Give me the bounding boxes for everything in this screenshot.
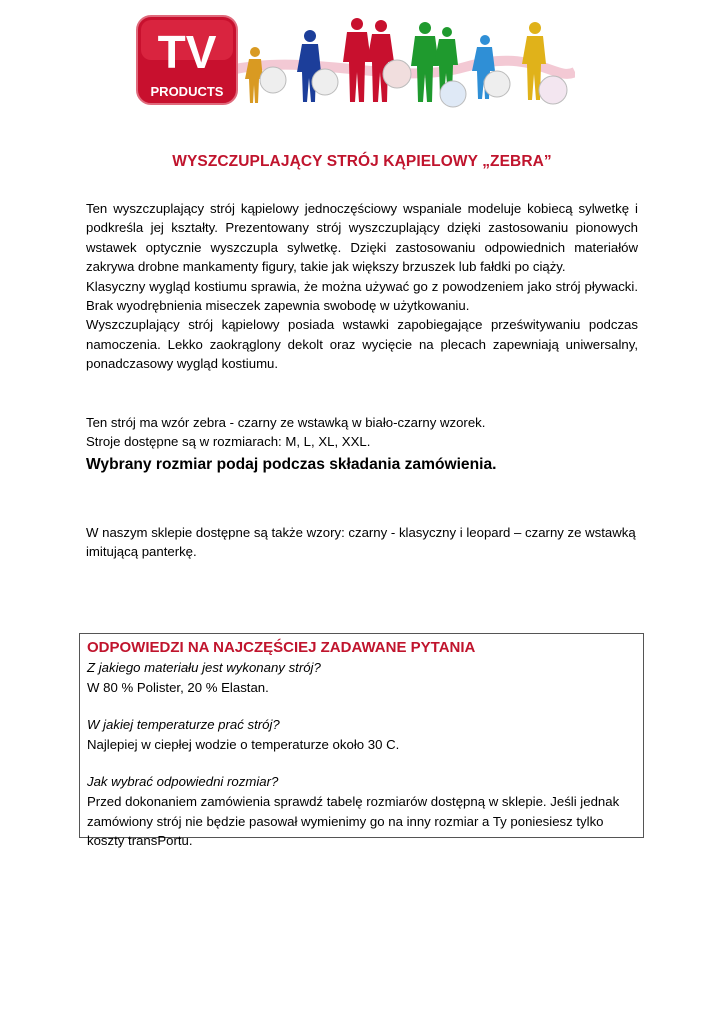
product-details <box>86 413 638 475</box>
faq-question: Z jakiego materiału jest wykonany strój? <box>87 660 321 675</box>
faq-answer: W 80 % Polister, 20 % Elastan. <box>87 679 269 695</box>
product-bubble <box>383 60 411 88</box>
product-bubble <box>484 71 510 97</box>
product-description <box>86 199 638 374</box>
faq-box <box>79 633 644 849</box>
other-patterns-text: W naszym sklepie dostępne są także wzory: czarny - klasyczny i leopard – czarny ze wstawką imitującą panterkę. <box>86 525 636 560</box>
product-bubble <box>440 81 466 107</box>
pattern-info: Ten strój ma wzór zebra - czarny ze wstawką w biało-czarny wzorek. <box>86 415 486 430</box>
product-bubble <box>539 76 567 104</box>
description-paragraph: Klasyczny wygląd kostiumu sprawia, że można używać go z powodzeniem jako strój pływacki. Brak wyodrębnienia miseczek zapewnia swobodę w użytkowaniu. <box>86 278 638 314</box>
tv-products-logo <box>137 16 237 104</box>
description-paragraph: Wyszczuplający strój kąpielowy posiada wstawki zapobiegające prześwitywaniu podczas namoczenia. Lekko zaokrąglony dekolt oraz wycięcie na plecach zapewniają uniwersalny, ponadczasowy wygląd kostiumu. <box>86 317 638 372</box>
silhouette-figure <box>245 47 263 103</box>
faq-question: Jak wybrać odpowiedni rozmiar? <box>87 774 279 790</box>
other-patterns <box>86 523 638 562</box>
silhouette-figure <box>343 18 371 102</box>
faq-title: ODPOWIEDZI NA NAJCZĘŚCIEJ ZADAWANE PYTANIA <box>87 639 476 656</box>
logo-products-text: PRODUCTS <box>150 84 224 99</box>
logo-tv-text: TV <box>157 26 217 78</box>
faq-answer: Przed dokonaniem zamówienia sprawdź tabelę rozmiarów dostępną w sklepie. Jeśli jednak zamówiony strój nie będzie pasował wymienimy go na inny rozmiar a Ty poniesiesz tylko koszty transPortu. <box>87 793 620 849</box>
product-bubble <box>260 67 286 93</box>
sizes-info: Stroje dostępne są w rozmiarach: M, L, XL, XXL. <box>86 434 371 450</box>
order-note: Wybrany rozmiar podaj podczas składania zamówienia. <box>86 455 497 473</box>
product-bubble <box>312 69 338 95</box>
silhouette-figure <box>367 20 394 102</box>
faq-answer: Najlepiej w ciepłej wodzie o temperaturze około 30 C. <box>87 736 400 752</box>
tv-products-banner <box>135 12 575 112</box>
product-title: WYSZCZUPLAJĄCY STRÓJ KĄPIELOWY „ZEBRA” <box>172 153 552 170</box>
faq-question: W jakiej temperaturze prać strój? <box>87 717 280 733</box>
description-paragraph: Ten wyszczuplający strój kąpielowy jednoczęściowy wspaniale modeluje kobiecą sylwetkę i podkreśla jej kształty. Prezentowany strój wyszczuplający dzięki zastosowaniu pionowych wstawek optycznie wyszczupla sylwetkę. Dzięki zastosowaniu odpowiednich materiałów zakrywa drobne mankamenty figury, takie jak większy brzuszek lub fałdki po ciąży. <box>86 201 638 275</box>
